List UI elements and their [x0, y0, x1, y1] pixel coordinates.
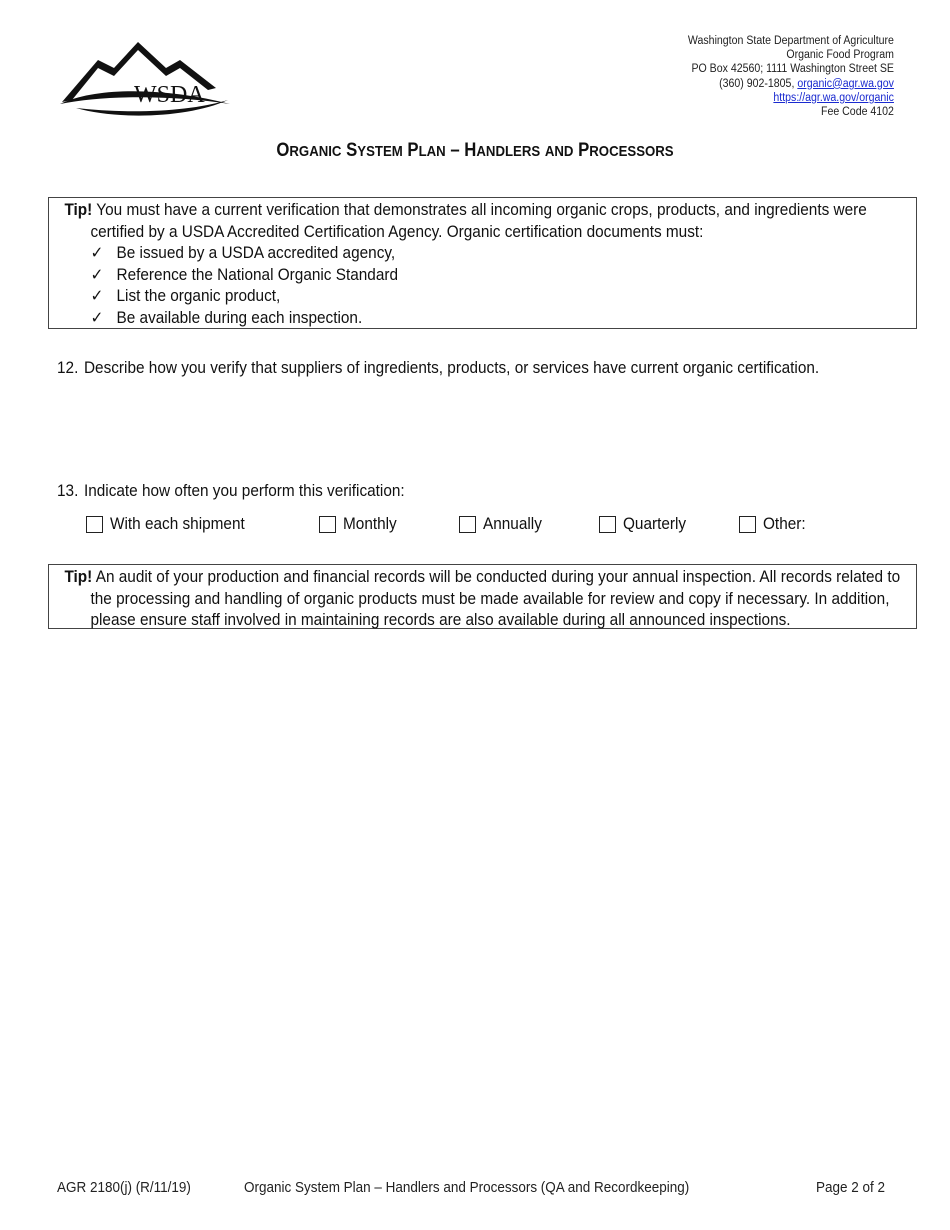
- checkmark-icon: ✓: [90, 308, 104, 327]
- tip-text: An audit of your production and financial records will be conducted during your annual inspection. All records related to the processing and handling of organic products must be made available for review and copy if necessary. In addition, please ensure staff involved in maintaining records are also available during all announced inspections.: [90, 568, 901, 629]
- question-number: 13.: [57, 482, 79, 500]
- list-item: ✓ Reference the National Organic Standard: [90, 265, 911, 287]
- checkbox-icon[interactable]: [599, 516, 616, 533]
- wsda-logo: [58, 38, 234, 116]
- checkbox-with-each-shipment[interactable]: [86, 514, 255, 535]
- checkbox-label: With each shipment: [110, 515, 245, 533]
- checkbox-monthly[interactable]: [319, 514, 401, 535]
- question-12: [57, 358, 894, 379]
- tip-paragraph: [57, 200, 912, 243]
- agency-name: Washington State Department of Agriculture: [687, 35, 894, 47]
- requirements-list: [57, 243, 912, 329]
- question-text: Describe how you verify that suppliers of ingredients, products, or services have current organic certification.: [83, 359, 820, 377]
- agency-address: PO Box 42560; 1111 Washington Street SE: [691, 63, 894, 76]
- tip-label: Tip!: [64, 201, 93, 219]
- footer-form-number: AGR 2180(j) (R/11/19): [57, 1180, 191, 1196]
- checkbox-label: Monthly: [343, 515, 397, 533]
- checkbox-quarterly[interactable]: [599, 514, 691, 535]
- checkbox-icon[interactable]: [319, 516, 336, 533]
- checkmark-icon: ✓: [90, 265, 104, 284]
- logo-text: WSDA: [134, 82, 205, 108]
- checkbox-label: Other:: [763, 515, 806, 533]
- question-number: 12.: [57, 359, 79, 377]
- checkbox-icon[interactable]: [86, 516, 103, 533]
- checkbox-label: Quarterly: [623, 515, 687, 533]
- mountain-logo-icon: [58, 38, 234, 116]
- list-item: ✓ Be available during each inspection.: [90, 308, 911, 330]
- question-text: Indicate how often you perform this verification:: [83, 482, 405, 500]
- phone-email-line: [688, 77, 894, 91]
- footer-page-number: Page 2 of 2: [816, 1180, 885, 1196]
- checkmark-icon: ✓: [90, 287, 104, 305]
- question-13: [57, 481, 894, 502]
- checkmark-icon: ✓: [90, 244, 104, 262]
- list-item: ✓ List the organic product,: [90, 286, 911, 308]
- list-item: ✓ Be issued by a USDA accredited agency,: [90, 243, 911, 265]
- checkbox-other[interactable]: [739, 514, 809, 535]
- tip-text: You must have a current verification that demonstrates all incoming organic crops, products, and ingredients were certified by a USDA Accredited Certification Agency. Organic certification documents must:: [90, 201, 867, 241]
- tip-box-certification: [48, 197, 917, 329]
- checkbox-icon[interactable]: [739, 516, 756, 533]
- tip-label: Tip!: [64, 568, 93, 586]
- checkbox-annually[interactable]: [459, 514, 546, 535]
- checkbox-icon[interactable]: [459, 516, 476, 533]
- program-name: Organic Food Program: [786, 49, 894, 62]
- checkbox-label: Annually: [483, 515, 542, 533]
- page-title: ORGANIC SYSTEM PLAN – HANDLERS AND PROCESSORS: [276, 140, 674, 161]
- agency-phone: (360) 902-1805,: [719, 77, 795, 90]
- tip-box-audit: [48, 564, 917, 629]
- footer-form-title: Organic System Plan – Handlers and Processors (QA and Recordkeeping): [244, 1180, 690, 1196]
- tip-paragraph: [57, 567, 912, 632]
- fee-code: Fee Code 4102: [821, 106, 894, 119]
- agency-contact-block: [688, 34, 894, 119]
- email-link[interactable]: organic@agr.wa.gov: [797, 77, 894, 90]
- website-link[interactable]: https://agr.wa.gov/organic: [773, 91, 894, 104]
